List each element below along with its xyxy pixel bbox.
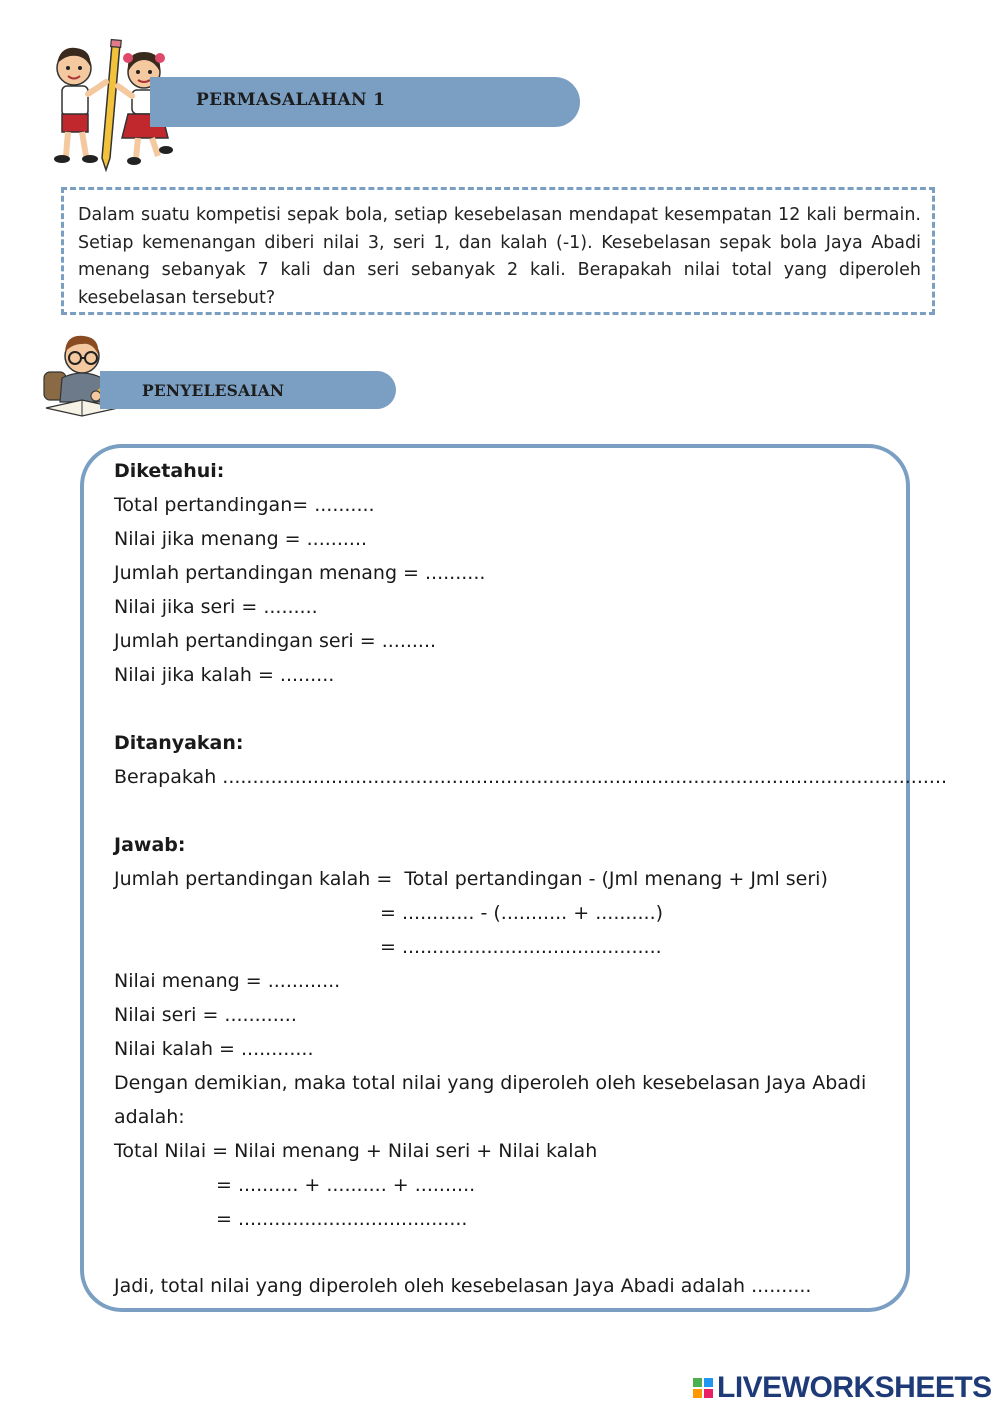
total-step1: = .......... + .......... + .......... [216, 1174, 476, 1196]
known-draw-count: Jumlah pertandingan seri = ......... [114, 630, 437, 652]
conclusion-intro: Dengan demikian, maka total nilai yang diperoleh oleh kesebelasan Jaya Abadi [114, 1072, 867, 1094]
problem-box [61, 187, 935, 315]
lose-count-step2: = ........................................... [380, 936, 662, 958]
answer-heading: Jawab: [114, 834, 186, 856]
known-total-matches: Total pertandingan= .......... [114, 494, 375, 516]
known-win-points: Nilai jika menang = .......... [114, 528, 368, 550]
liveworksheets-logo-text: LIVEWORKSHEETS [717, 1371, 992, 1404]
lose-value: Nilai kalah = ............ [114, 1038, 314, 1060]
final-statement: Jadi, total nilai yang diperoleh oleh kesebelasan Jaya Abadi adalah .......... [114, 1275, 812, 1297]
problem-title: PERMASALAHAN 1 [196, 90, 386, 110]
solution-title: PENYELESAIAN [142, 381, 285, 400]
known-lose-points: Nilai jika kalah = ......... [114, 664, 335, 686]
lose-count-step1: = ............ - (........... + ..........) [380, 902, 664, 924]
known-win-count: Jumlah pertandingan menang = .......... [114, 562, 486, 584]
known-draw-points: Nilai jika seri = ......... [114, 596, 318, 618]
liveworksheets-logo-icon [693, 1378, 713, 1398]
asked-heading: Ditanyakan: [114, 732, 244, 754]
problem-text: Dalam suatu kompetisi sepak bola, setiap kesebelasan mendapat kesempatan 12 kali bermain. Setiap kemenangan diberi nilai 3, seri 1, dan kalah (-1). Kesebelasan sepak bola Jaya Abadi menang sebanyak 7 kali dan seri sebanyak 2 kali. Berapakah nilai total yang diperoleh kesebelasan tersebut? [78, 205, 921, 308]
draw-value: Nilai seri = ............ [114, 1004, 297, 1026]
total-step2: = ...................................... [216, 1208, 468, 1230]
lose-count-formula: Jumlah pertandingan kalah = Total pertandingan - (Jml menang + Jml seri) [114, 868, 828, 890]
asked-text: Berapakah ........................................................................................................................ [114, 766, 948, 788]
win-value: Nilai menang = ............ [114, 970, 341, 992]
total-formula: Total Nilai = Nilai menang + Nilai seri + Nilai kalah [114, 1140, 598, 1162]
known-heading: Diketahui: [114, 460, 225, 482]
conclusion-intro-2: adalah: [114, 1106, 185, 1128]
